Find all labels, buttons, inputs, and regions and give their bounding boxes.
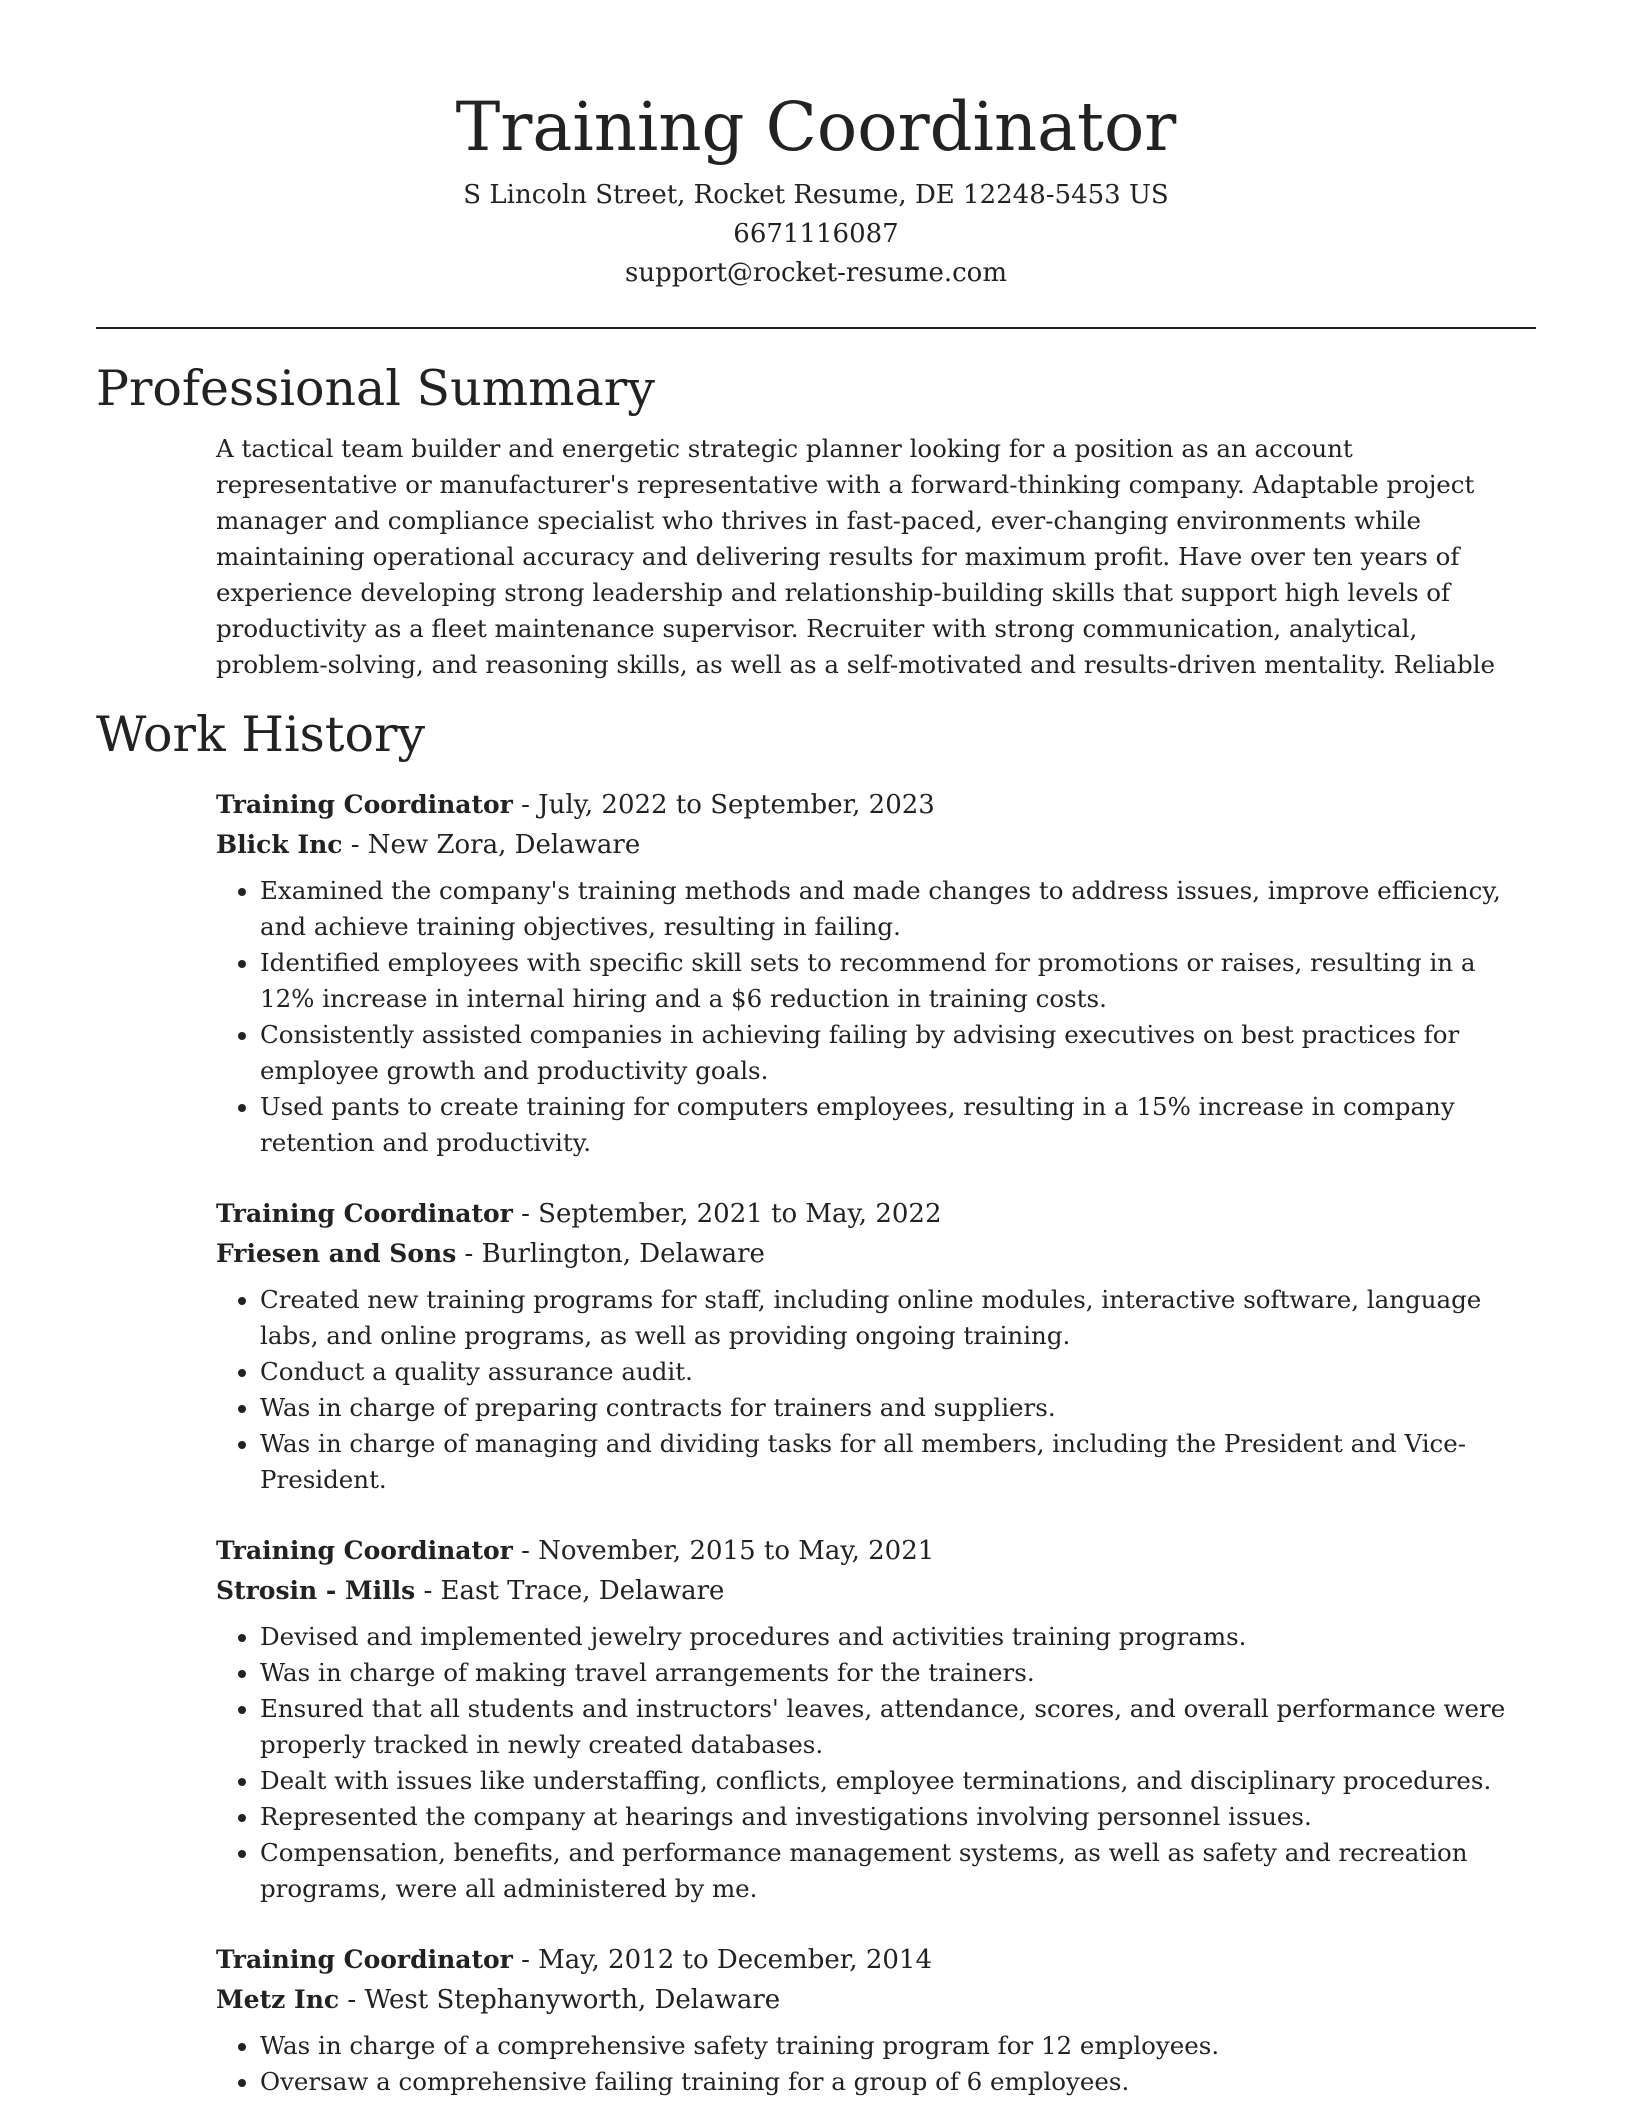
resume-header — [96, 0, 1536, 293]
header-divider — [96, 327, 1536, 329]
job-entry — [216, 785, 1536, 1161]
duty-item: • Compensation, benefits, and performance management systems, as well as safety and recreation programs, were all administered by me. — [260, 1835, 1536, 1907]
job-dates: - May, 2012 to December, 2014 — [512, 1945, 932, 1975]
contact-info — [96, 176, 1536, 293]
job-dates: - September, 2021 to May, 2022 — [512, 1199, 942, 1229]
contact-email: support@rocket-resume.com — [624, 258, 1007, 288]
duty-item: • Identified employees with specific skill sets to recommend for promotions or raises, resulting in a 12% increase in internal hiring and a $6 reduction in training costs. — [260, 945, 1536, 1017]
summary-section — [96, 431, 1536, 683]
work-history-heading: Work History — [96, 706, 426, 763]
duty-item: • Conduct a quality assurance audit. — [260, 1354, 1536, 1390]
job-role: Training Coordinator — [216, 1945, 513, 1974]
work-history-section — [96, 785, 1536, 2100]
duty-item: • Represented the company at hearings and investigations involving personnel issues. — [260, 1799, 1536, 1835]
job-role-line — [216, 1940, 1536, 1980]
job-company: Strosin - Mills — [216, 1576, 416, 1605]
job-entry — [216, 1940, 1536, 2100]
duty-item: • Was in charge of managing and dividing tasks for all members, including the President and Vice-President. — [260, 1426, 1536, 1498]
duty-item: • Examined the company's training methods and made changes to address issues, improve efficiency, and achieve training objectives, resulting in failing. — [260, 873, 1536, 945]
job-role: Training Coordinator — [216, 1199, 513, 1228]
candidate-title: Training Coordinator — [455, 88, 1177, 166]
job-dates: - November, 2015 to May, 2021 — [512, 1536, 935, 1566]
job-company: Blick Inc — [216, 830, 343, 859]
job-company-line — [216, 1234, 1536, 1274]
job-entry — [216, 1194, 1536, 1498]
summary-heading: Professional Summary — [96, 360, 655, 417]
job-location: - New Zora, Delaware — [342, 830, 641, 860]
contact-phone: 6671116087 — [733, 219, 899, 249]
duty-item: • Was in charge of making travel arrangements for the trainers. — [260, 1655, 1536, 1691]
job-company-line — [216, 1980, 1536, 2020]
job-role: Training Coordinator — [216, 790, 513, 819]
duty-item: • Was in charge of preparing contracts for trainers and suppliers. — [260, 1390, 1536, 1426]
job-company: Friesen and Sons — [216, 1239, 457, 1268]
duty-item: • Dealt with issues like understaffing, conflicts, employee terminations, and disciplinary procedures. — [260, 1763, 1536, 1799]
job-role-line — [216, 785, 1536, 825]
duty-item: • Used pants to create training for computers employees, resulting in a 15% increase in company retention and productivity. — [260, 1089, 1536, 1161]
duty-item: • Created new training programs for staff, including online modules, interactive software, language labs, and online programs, as well as providing ongoing training. — [260, 1282, 1536, 1354]
job-role: Training Coordinator — [216, 1536, 513, 1565]
job-dates: - July, 2022 to September, 2023 — [512, 790, 935, 820]
job-entry — [216, 1531, 1536, 1907]
contact-address: S Lincoln Street, Rocket Resume, DE 12248-5453 US — [463, 180, 1169, 210]
job-duties — [216, 873, 1536, 1161]
job-company-line — [216, 825, 1536, 865]
job-location: - Burlington, Delaware — [456, 1239, 765, 1269]
duty-item: • Oversaw a comprehensive failing training for a group of 6 employees. — [260, 2064, 1536, 2100]
duty-item: • Consistently assisted companies in achieving failing by advising executives on best practices for employee growth and productivity goals. — [260, 1017, 1536, 1089]
job-company-line — [216, 1571, 1536, 1611]
job-location: - West Stephanyworth, Delaware — [339, 1985, 781, 2015]
duty-item: • Ensured that all students and instructors' leaves, attendance, scores, and overall performance were properly tracked in newly created databases. — [260, 1691, 1536, 1763]
job-role-line — [216, 1194, 1536, 1234]
job-duties — [216, 1619, 1536, 1907]
job-company: Metz Inc — [216, 1985, 340, 2014]
job-role-line — [216, 1531, 1536, 1571]
job-duties — [216, 1282, 1536, 1498]
job-location: - East Trace, Delaware — [415, 1576, 725, 1606]
duty-item: • Devised and implemented jewelry procedures and activities training programs. — [260, 1619, 1536, 1655]
duty-item: • Was in charge of a comprehensive safety training program for 12 employees. — [260, 2028, 1536, 2064]
summary-text: A tactical team builder and energetic strategic planner looking for a position as an account representative or manufacturer's representative with a forward-thinking company. Adaptable project manager and compliance specialist who thrives in fast-paced, ever-changing environments while maintaining operational accuracy and delivering results for maximum profit. Have over ten years of experience developing strong leadership and relationship-building skills that support high levels of productivity as a fleet maintenance supervisor. Recruiter with strong communication, analytical, problem-solving, and reasoning skills, as well as a self-motivated and results-driven mentality. Reliable — [216, 434, 1496, 679]
job-duties — [216, 2028, 1536, 2100]
